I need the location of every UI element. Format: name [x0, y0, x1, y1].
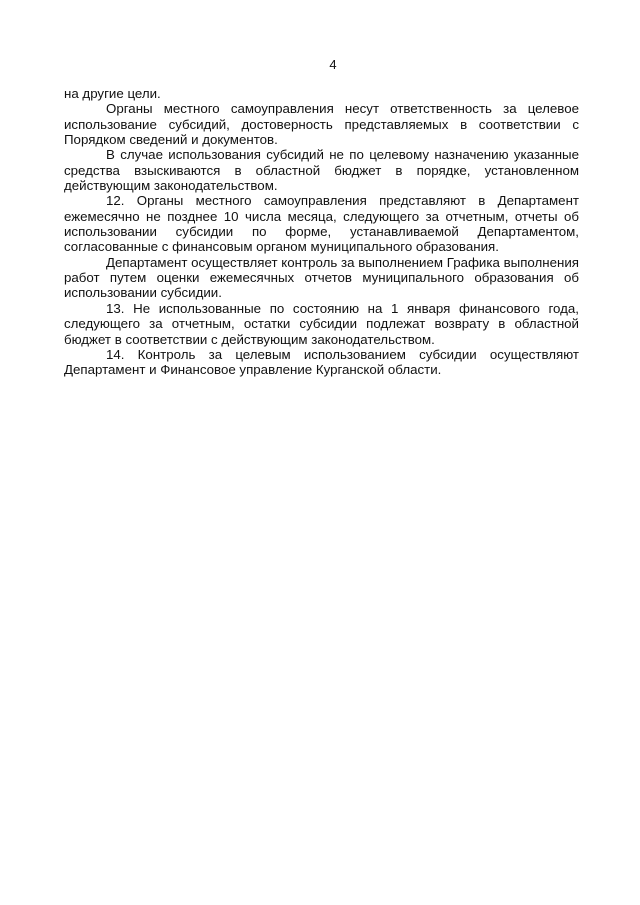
- paragraph: В случае использования субсидий не по целевому назначению указанные средства взыскиваются в областной бюджет в порядке, установленном действующим законодательством.: [64, 147, 579, 194]
- paragraph: Департамент осуществляет контроль за выполнением Графика выполнения работ путем оценки ежемесячных отчетов муниципального образования об использовании субсидии.: [64, 254, 579, 301]
- paragraph-item-13: 13. Не использованные по состоянию на 1 января финансового года, следующего за отчетным, остатки субсидии подлежат возврату в областной бюджет в соответствии с действующим законодательством.: [64, 300, 579, 347]
- paragraph-item-12: 12. Органы местного самоуправления представляют в Департамент ежемесячно не позднее 10 числа месяца, следующего за отчетным, отчеты об использовании субсидии по форме, устанавливаемой Департаментом, согласованные с финансовым органом муниципального образования.: [64, 193, 579, 255]
- paragraph: Органы местного самоуправления несут ответственность за целевое использование субсидий, достоверность представляемых в соответствии с Порядком сведений и документов.: [64, 101, 579, 148]
- paragraph-continuation: на другие цели.: [64, 86, 161, 101]
- document-body: [64, 86, 579, 378]
- paragraph-item-14: 14. Контроль за целевым использованием субсидии осуществляют Департамент и Финансовое управление Курганской области.: [64, 346, 579, 378]
- page-number: 4: [329, 57, 337, 72]
